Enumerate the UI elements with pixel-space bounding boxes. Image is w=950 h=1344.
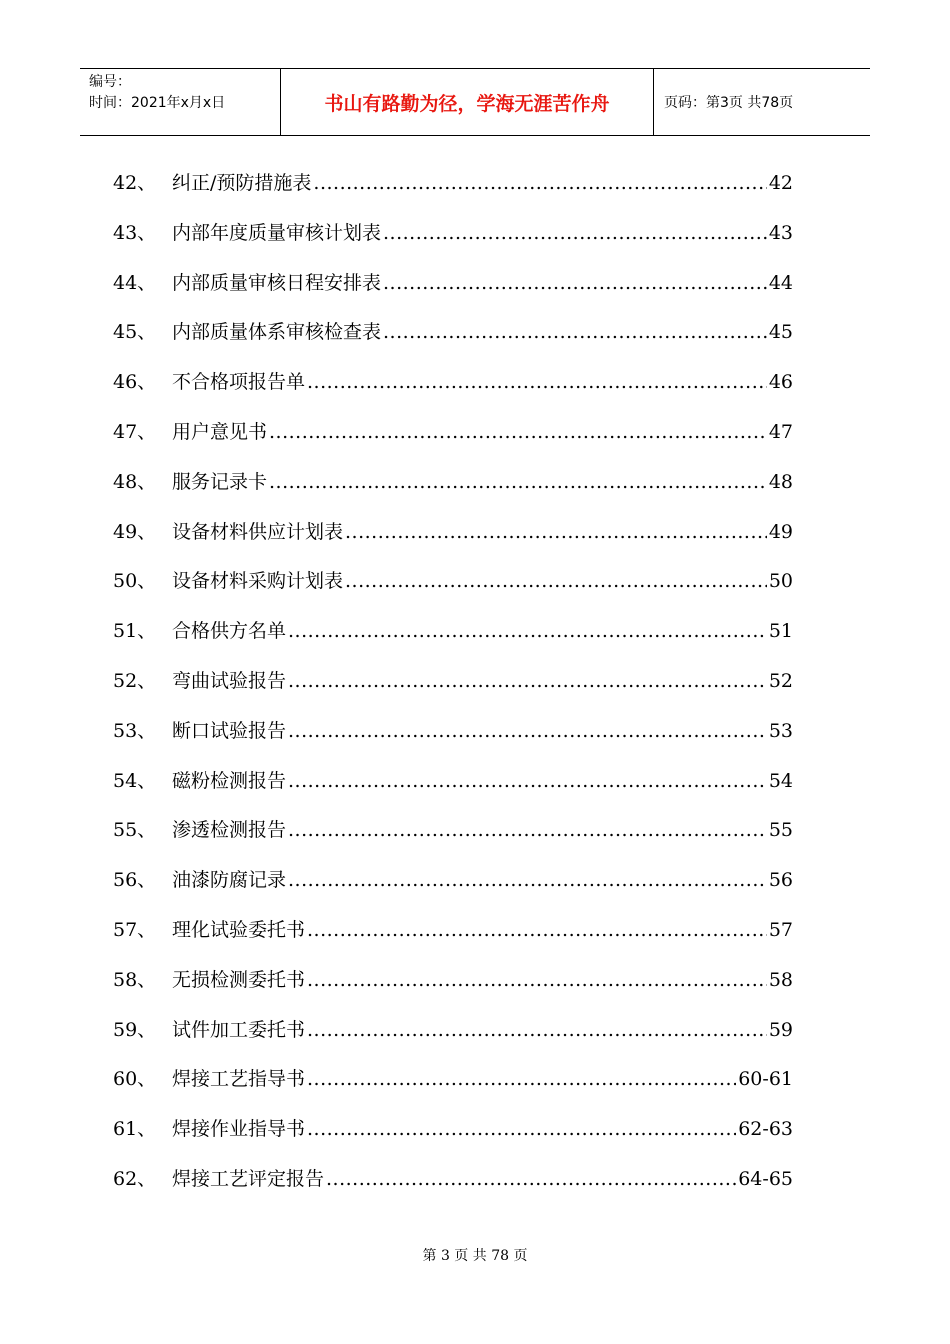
toc-entry-title: 不合格项报告单	[172, 371, 306, 394]
toc-entry-page: 45	[768, 321, 793, 344]
toc-entry-title: 弯曲试验报告	[172, 669, 287, 692]
table-of-contents	[113, 168, 793, 1214]
toc-entry[interactable]	[113, 1114, 793, 1164]
toc-entry-page: 55	[768, 819, 793, 842]
toc-entry-number: 55、	[113, 819, 157, 842]
toc-entry-number: 49、	[113, 520, 157, 543]
toc-entry-number: 52、	[113, 669, 157, 692]
toc-entry-title: 内部年度质量审核计划表	[172, 221, 382, 244]
toc-entry[interactable]	[113, 716, 793, 766]
toc-entry-title: 理化试验委托书	[172, 918, 306, 941]
toc-entry-title: 内部质量审核日程安排表	[172, 271, 382, 294]
toc-entry-number: 58、	[113, 968, 157, 991]
toc-entry-page: 42	[768, 172, 793, 194]
toc-entry-page: 44	[768, 271, 793, 294]
toc-entry-page: 50	[768, 570, 793, 593]
toc-entry[interactable]	[113, 367, 793, 417]
toc-entry-page: 62-63	[738, 1118, 793, 1141]
toc-entry-page: 60-61	[738, 1068, 793, 1091]
toc-entry[interactable]	[113, 815, 793, 865]
toc-entry[interactable]	[113, 467, 793, 517]
toc-entry-number: 61、	[113, 1118, 157, 1141]
toc-entry[interactable]	[113, 1015, 793, 1065]
toc-entry-title: 内部质量体系审核检查表	[172, 321, 382, 344]
toc-entry-number: 54、	[113, 769, 157, 792]
toc-dot-leader	[307, 919, 767, 941]
toc-entry-number: 59、	[113, 1018, 157, 1041]
toc-entry-number: 46、	[113, 371, 157, 394]
toc-entry[interactable]	[113, 517, 793, 567]
header-motto: 书山有路勤为径，学海无涯苦作舟	[281, 69, 654, 135]
toc-entry-page: 54	[768, 769, 793, 792]
toc-entry-page: 51	[768, 620, 793, 643]
toc-entry-number: 48、	[113, 470, 157, 493]
toc-entry-page: 58	[768, 968, 793, 991]
toc-dot-leader	[326, 1168, 736, 1190]
toc-entry[interactable]	[113, 865, 793, 915]
toc-entry-number: 57、	[113, 918, 157, 941]
toc-entry[interactable]	[113, 417, 793, 467]
toc-dot-leader	[307, 1118, 736, 1140]
toc-entry-number: 44、	[113, 271, 157, 294]
toc-entry-title: 试件加工委托书	[172, 1018, 306, 1041]
toc-entry-page: 49	[768, 520, 793, 543]
toc-entry-title: 焊接作业指导书	[172, 1118, 306, 1141]
toc-dot-leader	[288, 869, 767, 891]
toc-dot-leader	[383, 321, 767, 343]
toc-dot-leader	[269, 421, 767, 443]
toc-entry-title: 渗透检测报告	[172, 819, 287, 842]
toc-entry-page: 57	[768, 918, 793, 941]
toc-entry-page: 52	[768, 669, 793, 692]
toc-dot-leader	[288, 819, 767, 841]
toc-entry-number: 62、	[113, 1167, 157, 1190]
toc-dot-leader	[288, 720, 767, 742]
toc-entry-page: 47	[768, 420, 793, 443]
toc-dot-leader	[345, 570, 767, 592]
toc-entry-title: 焊接工艺评定报告	[172, 1167, 325, 1190]
header-page-info: 页码：第3页 共78页	[664, 95, 794, 111]
toc-entry[interactable]	[113, 616, 793, 666]
toc-dot-leader	[288, 770, 767, 792]
toc-entry-title: 设备材料供应计划表	[172, 520, 344, 543]
toc-entry-title: 服务记录卡	[172, 470, 268, 493]
toc-entry[interactable]	[113, 168, 793, 218]
toc-entry-page: 53	[768, 719, 793, 742]
toc-dot-leader	[307, 371, 767, 393]
toc-entry-page: 64-65	[738, 1167, 793, 1190]
page-footer: 第 3 页 共 78 页	[422, 1248, 528, 1264]
toc-entry-page: 43	[768, 221, 793, 244]
header-meta	[80, 69, 281, 135]
toc-entry-number: 53、	[113, 719, 157, 742]
toc-entry-page: 59	[768, 1018, 793, 1041]
toc-entry-title: 合格供方名单	[172, 620, 287, 643]
toc-entry-page: 48	[768, 470, 793, 493]
toc-entry-title: 设备材料采购计划表	[172, 570, 344, 593]
toc-entry[interactable]	[113, 1064, 793, 1114]
toc-dot-leader	[307, 1068, 736, 1090]
toc-dot-leader	[313, 172, 766, 194]
toc-entry-page: 46	[768, 371, 793, 394]
toc-entry[interactable]	[113, 566, 793, 616]
toc-entry-number: 42、	[113, 172, 157, 194]
toc-entry-number: 50、	[113, 570, 157, 593]
toc-entry[interactable]	[113, 915, 793, 965]
toc-entry-number: 56、	[113, 869, 157, 892]
toc-entry-title: 磁粉检测报告	[172, 769, 287, 792]
toc-dot-leader	[307, 969, 767, 991]
toc-entry[interactable]	[113, 1164, 793, 1214]
toc-dot-leader	[345, 521, 767, 543]
toc-dot-leader	[383, 222, 767, 244]
toc-entry[interactable]	[113, 965, 793, 1015]
toc-dot-leader	[288, 670, 767, 692]
toc-dot-leader	[383, 272, 767, 294]
toc-entry-title: 断口试验报告	[172, 719, 287, 742]
time-label: 时间：2021年x月x日	[89, 95, 226, 111]
toc-entry-number: 60、	[113, 1068, 157, 1091]
toc-entry[interactable]	[113, 218, 793, 268]
toc-entry-number: 51、	[113, 620, 157, 643]
toc-entry-title: 焊接工艺指导书	[172, 1068, 306, 1091]
toc-dot-leader	[307, 1019, 767, 1041]
toc-entry-title: 用户意见书	[172, 420, 268, 443]
toc-entry-number: 43、	[113, 221, 157, 244]
toc-entry-title: 纠正/预防措施表	[172, 172, 312, 194]
toc-entry-title: 无损检测委托书	[172, 968, 306, 991]
toc-entry[interactable]	[113, 766, 793, 816]
toc-entry[interactable]	[113, 666, 793, 716]
toc-entry[interactable]	[113, 268, 793, 318]
toc-dot-leader	[288, 620, 767, 642]
toc-entry-page: 56	[768, 869, 793, 892]
toc-entry-number: 45、	[113, 321, 157, 344]
toc-entry-number: 47、	[113, 420, 157, 443]
number-label: 编号：	[89, 74, 131, 90]
toc-entry-title: 油漆防腐记录	[172, 869, 287, 892]
toc-dot-leader	[269, 471, 767, 493]
toc-entry[interactable]	[113, 317, 793, 367]
page-header	[80, 68, 870, 136]
